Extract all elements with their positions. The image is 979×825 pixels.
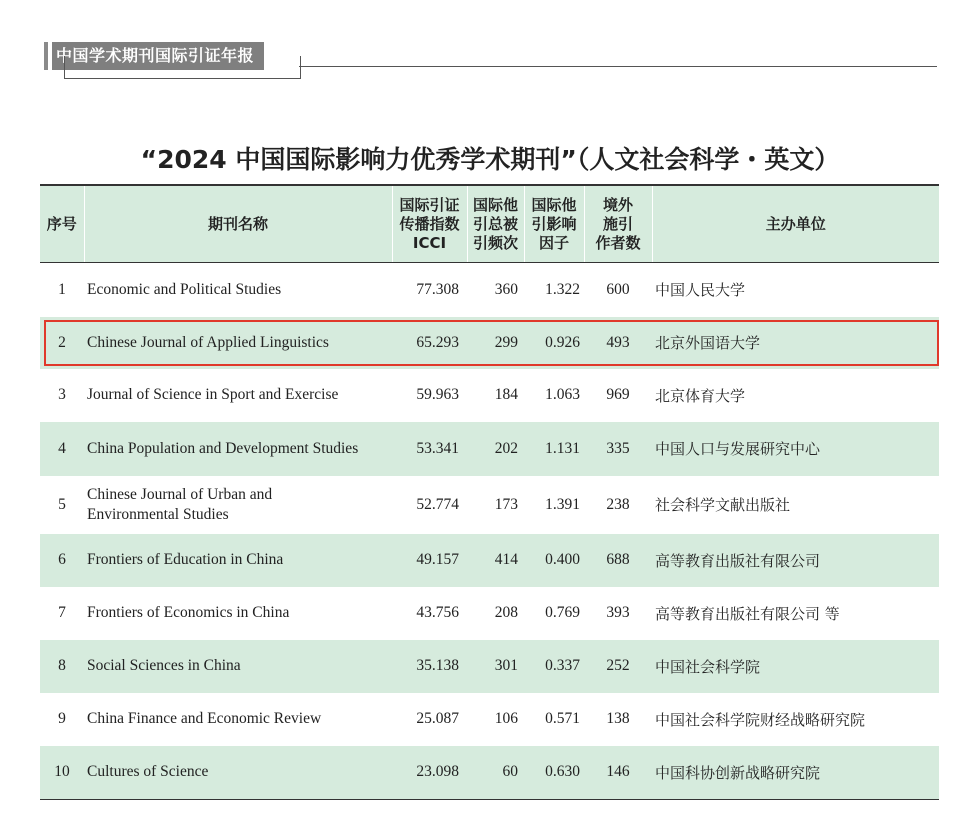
column-header-index: 序号 (40, 185, 84, 263)
citation-count: 301 (494, 657, 518, 674)
icci-value: 49.157 (416, 551, 459, 568)
foreign-author-count: 688 (606, 551, 630, 568)
row-index: 5 (58, 495, 66, 513)
host-institution: 中国科协创新战略研究院 (652, 746, 939, 800)
journal-name: Chinese Journal of Urban and Environmental Studies (87, 485, 273, 523)
column-header-icci: 国际引证 传播指数 ICCI (392, 185, 467, 263)
table-row (40, 587, 939, 640)
page-title: “2024 中国国际影响力优秀学术期刊”（人文社会科学・英文） (140, 145, 840, 174)
icci-value: 65.293 (416, 333, 459, 351)
icci-value: 77.308 (416, 280, 459, 298)
impact-factor: 0.337 (545, 657, 580, 674)
icci-value: 23.098 (392, 746, 467, 800)
journal-name: Journal of Science in Sport and Exercise (87, 386, 339, 403)
journal-name: Cultures of Science (84, 746, 392, 800)
foreign-author-count: 600 (606, 280, 630, 298)
impact-factor: 1.063 (545, 386, 580, 403)
table-row (40, 534, 939, 587)
host-institution: 中国社会科学院 (655, 657, 761, 676)
citation-count: 208 (494, 604, 518, 621)
row-index: 8 (58, 657, 66, 674)
citation-count: 106 (494, 710, 518, 727)
foreign-author-count: 138 (606, 710, 630, 727)
row-index: 6 (58, 551, 66, 568)
foreign-author-count: 969 (606, 386, 630, 403)
icci-value: 52.774 (416, 495, 459, 513)
row-index: 3 (58, 386, 66, 403)
row-index: 7 (58, 604, 66, 621)
journal-name: China Finance and Economic Review (87, 710, 322, 727)
impact-factor: 1.131 (545, 439, 580, 457)
impact-factor: 1.322 (545, 280, 580, 298)
journal-name: China Population and Development Studies (87, 439, 359, 457)
impact-factor: 0.630 (524, 746, 584, 800)
row-index: 1 (58, 280, 66, 298)
column-header-impact-factor: 国际他 引影响 因子 (524, 185, 584, 263)
foreign-author-count: 335 (606, 439, 630, 457)
icci-value: 35.138 (416, 657, 459, 674)
table-row (40, 263, 939, 317)
icci-value: 59.963 (416, 386, 459, 403)
host-institution: 高等教育出版社有限公司 等 (655, 604, 840, 623)
citation-count: 184 (494, 386, 518, 403)
host-institution: 中国人民大学 (655, 281, 746, 300)
impact-factor: 1.391 (545, 495, 580, 513)
citation-count: 173 (494, 495, 518, 513)
row-index: 4 (58, 439, 66, 457)
citation-count: 202 (494, 439, 518, 457)
column-header-total-citations: 国际他 引总被 引频次 (467, 185, 524, 263)
header-rule (299, 66, 937, 67)
host-institution: 北京体育大学 (655, 386, 746, 405)
impact-factor: 0.926 (545, 333, 580, 351)
column-header-foreign-authors: 境外 施引 作者数 (584, 185, 652, 263)
header-outline-decoration (64, 56, 301, 79)
foreign-author-count: 238 (606, 495, 630, 513)
column-header-host-institution: 主办单位 (652, 185, 939, 263)
column-header-journal-name: 期刊名称 (84, 185, 392, 263)
table-row (40, 369, 939, 422)
table-row (40, 693, 939, 746)
impact-factor: 0.769 (545, 604, 580, 621)
row-index: 9 (58, 710, 66, 727)
icci-value: 43.756 (416, 604, 459, 621)
host-institution: 中国社会科学院财经战略研究院 (655, 710, 866, 729)
journal-name: Social Sciences in China (87, 657, 241, 674)
foreign-author-count: 146 (584, 746, 652, 800)
row-index: 10 (40, 746, 84, 800)
header-accent-bar (44, 42, 48, 70)
journal-name: Chinese Journal of Applied Linguistics (87, 333, 329, 351)
table-header-row (40, 185, 939, 263)
journal-ranking-table (40, 184, 939, 800)
table-row (40, 746, 939, 800)
running-header-label: 中国学术期刊国际引证年报 (52, 42, 264, 70)
journal-name: Frontiers of Education in China (87, 551, 284, 568)
citation-count: 414 (494, 551, 518, 568)
citation-count: 299 (494, 333, 518, 351)
impact-factor: 0.400 (545, 551, 580, 568)
journal-name: Frontiers of Economics in China (87, 604, 290, 621)
table-body (40, 263, 939, 800)
table-row (40, 640, 939, 693)
host-institution: 北京外国语大学 (655, 334, 761, 352)
impact-factor: 0.571 (545, 710, 580, 727)
table-row (40, 422, 939, 476)
table-row (40, 476, 939, 534)
citation-count: 60 (467, 746, 524, 800)
host-institution: 社会科学文献出版社 (655, 496, 791, 514)
foreign-author-count: 393 (606, 604, 630, 621)
foreign-author-count: 493 (606, 333, 630, 351)
host-institution: 中国人口与发展研究中心 (655, 440, 821, 458)
icci-value: 53.341 (416, 439, 459, 457)
row-index: 2 (58, 333, 66, 351)
table-row (40, 317, 939, 369)
journal-name: Economic and Political Studies (87, 280, 282, 298)
foreign-author-count: 252 (606, 657, 630, 674)
icci-value: 25.087 (416, 710, 459, 727)
citation-count: 360 (494, 280, 518, 298)
host-institution: 高等教育出版社有限公司 (655, 551, 821, 570)
